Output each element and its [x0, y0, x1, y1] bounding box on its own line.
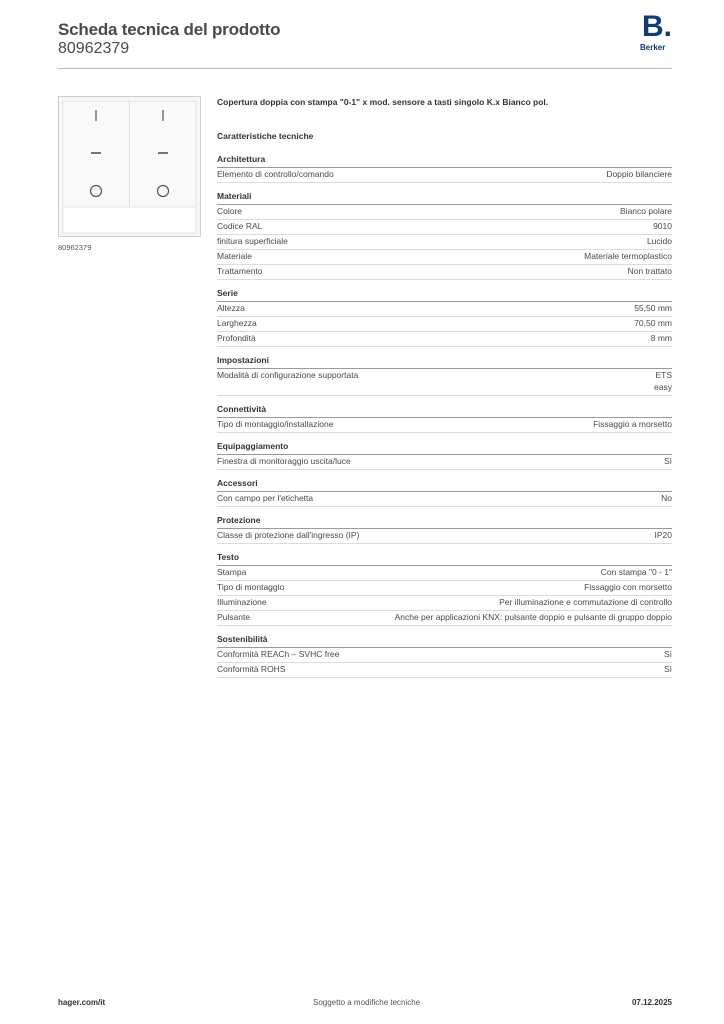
spec-value: Per illuminazione e commutazione di controllo [499, 596, 672, 607]
spec-value: 9010 [653, 221, 672, 231]
spec-row [217, 168, 672, 183]
spec-value: Non trattato [627, 266, 672, 276]
product-image [58, 96, 201, 237]
logo-word: Berker [640, 43, 666, 52]
spec-label: Materiale [217, 251, 252, 261]
spec-section [217, 634, 672, 678]
spec-section [217, 355, 672, 396]
spec-row [217, 250, 672, 265]
spec-label: Altezza [217, 303, 245, 313]
spec-section [217, 154, 672, 183]
product-number: 80962379 [58, 40, 130, 57]
section-title: Impostazioni [217, 355, 672, 369]
spec-value: Sì [663, 648, 672, 659]
image-caption: 80962379 [58, 243, 92, 252]
footer-date: 07.12.2025 [631, 998, 672, 1007]
section-title: Architettura [217, 154, 672, 168]
spec-row [217, 611, 672, 626]
spec-section [217, 404, 672, 433]
spec-section [217, 441, 672, 470]
spec-value: 70,50 mm [634, 318, 672, 328]
berker-logo [640, 10, 676, 54]
spec-row [217, 317, 672, 332]
spec-row [217, 648, 672, 663]
spec-label: Pulsante [217, 611, 251, 622]
spec-label: Elemento di controllo/comando [217, 169, 334, 179]
spec-section [217, 288, 672, 347]
logo-letter: B. [642, 10, 672, 43]
spec-value: 8 mm [650, 333, 672, 343]
section-title: Connettività [217, 404, 672, 418]
spec-section [217, 515, 672, 544]
spec-value: Materiale termoplastico [584, 251, 672, 261]
spec-label: Tipo di montaggio/installazione [217, 418, 334, 429]
switch-cover-illustration [59, 97, 200, 236]
spec-section [217, 478, 672, 507]
spec-row [217, 492, 672, 507]
spec-value: No [661, 492, 672, 503]
spec-row [217, 529, 672, 544]
spec-value: Lucido [646, 236, 672, 246]
spec-row [217, 302, 672, 317]
spec-label: Profondità [217, 333, 256, 343]
spec-label: Con campo per l'etichetta [217, 492, 314, 503]
spec-value: 55,50 mm [634, 303, 672, 313]
spec-label: Larghezza [217, 318, 257, 328]
section-title: Protezione [217, 515, 672, 529]
header-divider [58, 68, 672, 69]
section-title: Serie [217, 288, 672, 302]
spec-label: Conformità REACh – SVHC free [217, 648, 340, 659]
spec-row [217, 596, 672, 611]
page-title: Scheda tecnica del prodotto [58, 20, 281, 39]
spec-row [217, 235, 672, 250]
spec-value: Bianco polare [620, 206, 672, 216]
spec-label: Modalità di configurazione supportata [217, 370, 359, 380]
spec-value: Fissaggio con morsetto [584, 581, 672, 592]
spec-row [217, 663, 672, 678]
spec-label: Tipo di montaggio [217, 581, 285, 592]
spec-label: Illuminazione [217, 596, 267, 607]
spec-label: Finestra di monitoraggio uscita/luce [217, 455, 351, 466]
spec-value: IP20 [654, 529, 672, 540]
spec-value: Sì [663, 663, 672, 674]
spec-value: Con stampa "0 - 1" [600, 566, 672, 577]
spec-label: Colore [217, 206, 243, 216]
spec-label: finitura superficiale [217, 236, 288, 246]
technical-characteristics-heading: Caratteristiche tecniche [217, 131, 314, 141]
product-description: Copertura doppia con stampa "0-1" x mod. sensore a tasti singolo K.x Bianco pol. [217, 97, 549, 107]
spec-row [217, 220, 672, 235]
spec-label: Codice RAL [217, 221, 263, 231]
spec-content [217, 96, 672, 686]
spec-row [217, 566, 672, 581]
spec-label: Conformità ROHS [217, 663, 286, 674]
spec-value: Fissaggio a morsetto [593, 418, 672, 429]
footer-website: hager.com/it [58, 998, 106, 1007]
spec-row [217, 369, 672, 396]
spec-row [217, 455, 672, 470]
spec-sections [217, 154, 672, 678]
spec-section [217, 191, 672, 280]
spec-label: Trattamento [217, 266, 263, 276]
section-title: Sostenibilità [217, 634, 672, 648]
spec-section [217, 552, 672, 626]
spec-label: Classe di protezione dall'ingresso (IP) [217, 529, 360, 540]
section-title: Equipaggiamento [217, 441, 672, 455]
spec-value: Sì [663, 455, 672, 466]
spec-value: Anche per applicazioni KNX: pulsante doppio e pulsante di gruppo doppio [394, 611, 672, 622]
spec-row [217, 265, 672, 280]
spec-label: Stampa [217, 566, 247, 577]
section-title: Materiali [217, 191, 672, 205]
spec-row [217, 205, 672, 220]
section-title: Testo [217, 552, 672, 566]
footer-note: Soggetto a modifiche tecniche [313, 998, 421, 1007]
spec-row [217, 332, 672, 347]
spec-row [217, 418, 672, 433]
section-title: Accessori [217, 478, 672, 492]
spec-value: Doppio bilanciere [606, 169, 672, 179]
spec-row [217, 581, 672, 596]
spec-value: ETS easy [654, 370, 672, 392]
